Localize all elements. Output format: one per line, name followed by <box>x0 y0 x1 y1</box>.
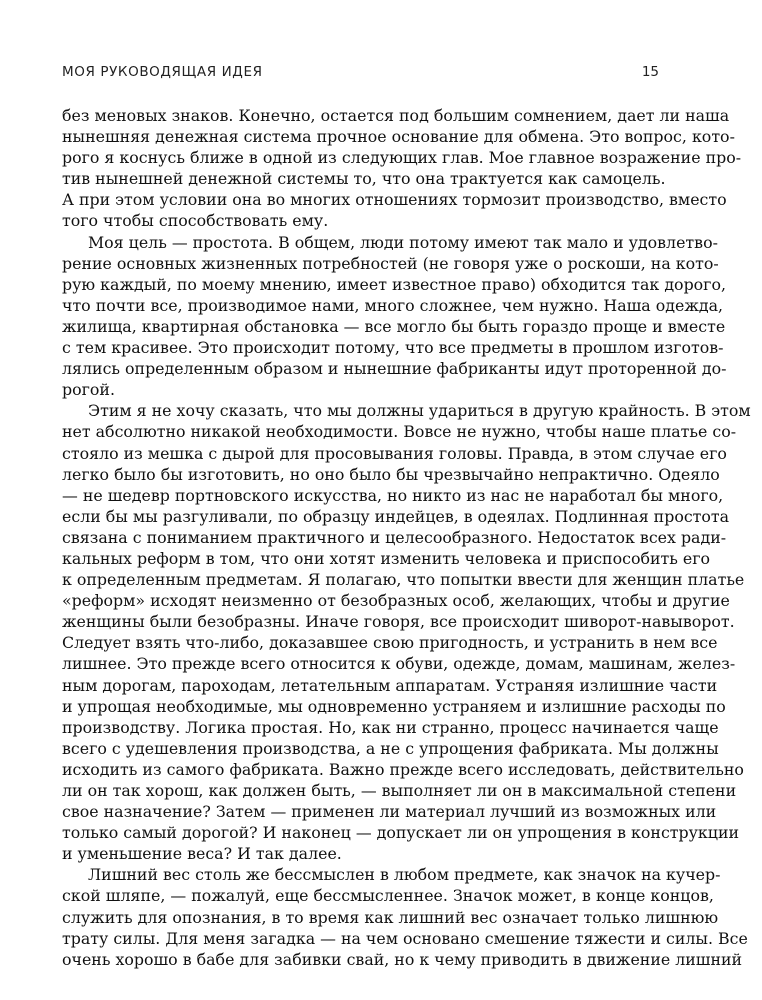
text-line: рого я коснусь ближе в одной из следующих глав. Мое главное возражение про- <box>62 148 742 168</box>
text-line: производству. Логика простая. Но, как ни странно, процесс начинается чаще <box>62 717 719 737</box>
text-line: — не шедевр портновского искусства, но никто из нас не наработал бы много, <box>62 485 724 505</box>
text-line: женщины были безобразны. Иначе говоря, все происходит шиворот-навыворот. <box>62 612 735 632</box>
text-line: ным дорогам, пароходам, летательным аппаратам. Устраняя излишние части <box>62 675 718 695</box>
text-line: что почти все, производимое нами, много сложнее, чем нужно. Наша одежда, <box>62 295 724 315</box>
paragraph <box>62 864 748 969</box>
text-line: нет абсолютно никакой необходимости. Вовсе не нужно, чтобы наше платье со- <box>62 422 737 442</box>
text-line: того чтобы способствовать ему. <box>62 211 329 231</box>
text-line: легко было бы изготовить, но оно было бы чрезвычайно непрактично. Одеяло <box>62 464 720 484</box>
text-line: тив нынешней денежной системы то, что она трактуется как самоцель. <box>62 169 666 189</box>
text-line: лишнее. Это прежде всего относится к обуви, одежде, домам, машинам, желез- <box>62 654 736 674</box>
text-line: ской шляпе, — пожалуй, еще бессмысленнее. Значок может, в конце концов, <box>62 886 714 906</box>
text-line: если бы мы разгуливали, по образцу индейцев, в одеялах. Подлинная простота <box>62 506 730 526</box>
paragraph <box>62 400 751 864</box>
text-line: служить для опознания, в то время как лишний вес означает только лишнюю <box>62 907 719 927</box>
text-line: трату силы. Для меня загадка — на чем основано смешение тяжести и силы. Все <box>62 928 748 948</box>
text-line: свое назначение? Затем — применен ли материал лучший из возможных или <box>62 802 717 822</box>
text-line: Этим я не хочу сказать, что мы должны удариться в другую крайность. В этом <box>88 401 751 421</box>
text-line: Следует взять что-либо, доказавшее свою пригодность, и устранить в нем все <box>62 633 718 653</box>
text-line: нынешняя денежная система прочное основание для обмена. Это вопрос, кото- <box>62 127 735 147</box>
paragraph <box>62 232 727 401</box>
text-line: без меновых знаков. Конечно, остается под большим сомнением, дает ли наша <box>62 106 730 125</box>
text-line: ли он так хорош, как должен быть, — выполняет ли он в максимальной степени <box>62 781 737 800</box>
text-line: лялись определенным образом и нынешние фабриканты идут проторенной до- <box>62 359 727 379</box>
text-line: всего с удешевления производства, а не с упрощения фабриката. Мы должны <box>62 738 719 758</box>
text-line: Лишний вес столь же бессмыслен в любом предмете, как значок на кучер- <box>88 865 721 885</box>
body-text <box>62 105 751 970</box>
text-line: рую каждый, по моему мнению, имеет известное право) обходится так дорого, <box>62 274 726 294</box>
text-line: Моя цель — простота. В общем, люди потому имеют так мало и удовлетво- <box>88 232 718 252</box>
text-line: и упрощая необходимые, мы одновременно устраняем и излишние расходы по <box>62 696 726 716</box>
text-line: стояло из мешка с дырой для просовывания головы. Правда, в этом случае его <box>62 443 727 463</box>
running-head-title: МОЯ РУКОВОДЯЩАЯ ИДЕЯ <box>62 64 263 80</box>
text-line: с тем красивее. Это происходит потому, что все предметы в прошлом изготов- <box>62 338 724 358</box>
paragraph <box>62 105 742 232</box>
text-line: А при этом условии она во многих отношениях тормозит производство, вместо <box>62 190 727 210</box>
text-line: очень хорошо в бабе для забивки свай, но к чему приводить в движение лишний <box>62 949 743 969</box>
text-line: жилища, квартирная обстановка — все могло бы быть гораздо проще и вместе <box>62 316 726 336</box>
text-line: только самый дорогой? И наконец — допускает ли он упрощения в конструкции <box>62 823 740 843</box>
text-line: к определенным предметам. Я полагаю, что попытки ввести для женщин платье <box>62 570 745 590</box>
page-number: 15 <box>641 64 659 80</box>
text-line: «реформ» исходят неизменно от безобразных особ, желающих, чтобы и другие <box>62 591 730 611</box>
text-line: кальных реформ в том, что они хотят изменить человека и приспособить его <box>62 548 710 568</box>
text-line: и уменьшение веса? И так далее. <box>62 844 342 864</box>
text-line: рение основных жизненных потребностей (не говоря уже о роскоши, на кото- <box>62 253 719 273</box>
text-line: связана с пониманием практичного и целесообразного. Недостаток всех ради- <box>62 527 727 547</box>
text-line: исходить из самого фабриката. Важно прежде всего исследовать, действительно <box>62 759 744 779</box>
text-line: рогой. <box>62 380 115 400</box>
